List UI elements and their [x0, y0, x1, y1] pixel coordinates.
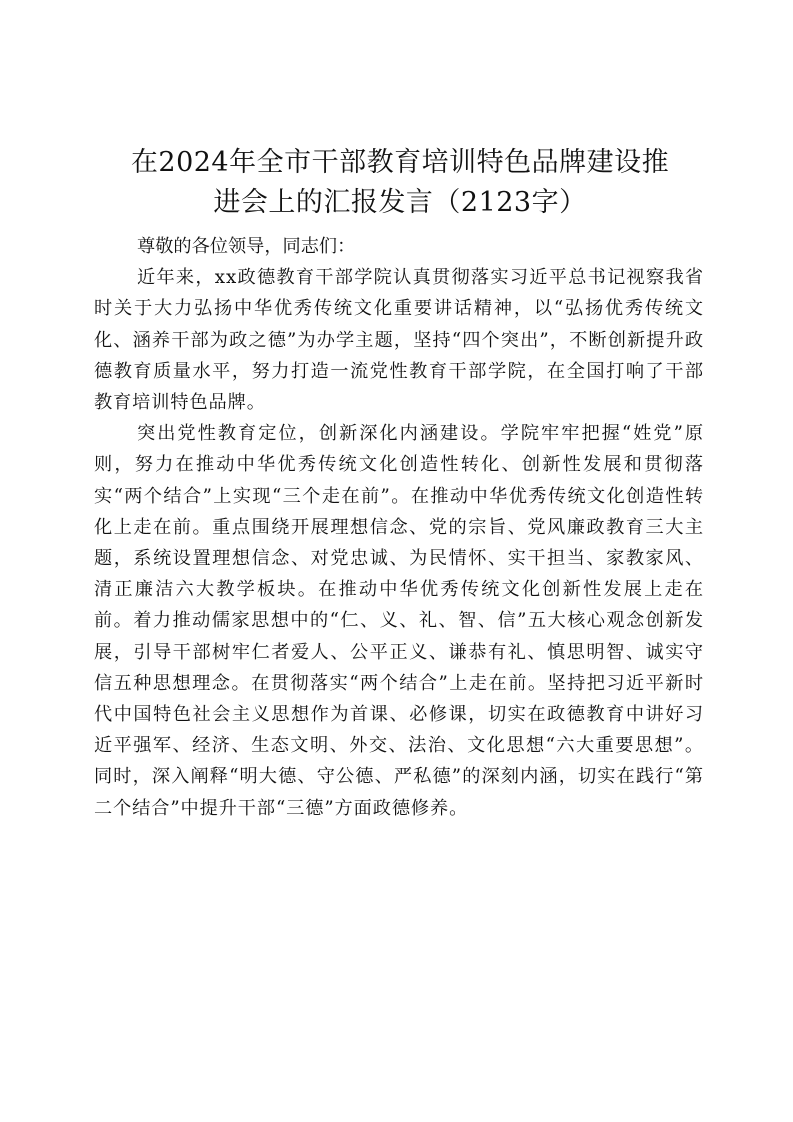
title-line-1: 在2024年全市干部教育培训特色品牌建设推 — [130, 147, 670, 178]
greeting: 尊敬的各位领导，同志们： — [137, 236, 356, 257]
paragraph-intro: 近年来，xx政德教育干部学院认真贯彻落实习近平总书记视察我省时关于大力弘扬中华优秀传统文化重要讲话精神，以“弘扬优秀传统文化、涵养干部为政之德”为办学主题，坚持“四个突出”，不断创新提升政德教育质量水平，努力打造一流党性教育干部学院，在全国打响了干部教育培训特色品牌。 — [94, 267, 704, 414]
document-body — [94, 231, 704, 824]
paragraph-party-education: 突出党性教育定位，创新深化内涵建设。学院牢牢把握“姓党”原则，努力在推动中华优秀传统文化创造性转化、创新性发展和贯彻落实“两个结合”上实现“三个走在前”。在推动中华优秀传统文化创造性转化上走在前。重点围绕开展理想信念、党的宗旨、党风廉政教育三大主题，系统设置理想信念、对党忠诚、为民情怀、实干担当、家教家风、清正廉洁六大教学板块。在推动中华优秀传统文化创新性发展上走在前。着力推动儒家思想中的“仁、义、礼、智、信”五大核心观念创新发展，引导干部树牢仁者爱人、公平正义、谦恭有礼、慎思明智、诚实守信五种思想理念。在贯彻落实“两个结合”上走在前。坚持把习近平新时代中国特色社会主义思想作为首课、必修课，切实在政德教育中讲好习近平强军、经济、生态文明、外交、法治、文化思想“六大重要思想”。同时，深入阐释“明大德、守公德、严私德”的深刻内涵，切实在践行“第二个结合”中提升干部“三德”方面政德修养。 — [94, 423, 704, 819]
title-line-2: 进会上的汇报发言（2123字） — [213, 187, 587, 218]
document-title — [110, 143, 690, 223]
